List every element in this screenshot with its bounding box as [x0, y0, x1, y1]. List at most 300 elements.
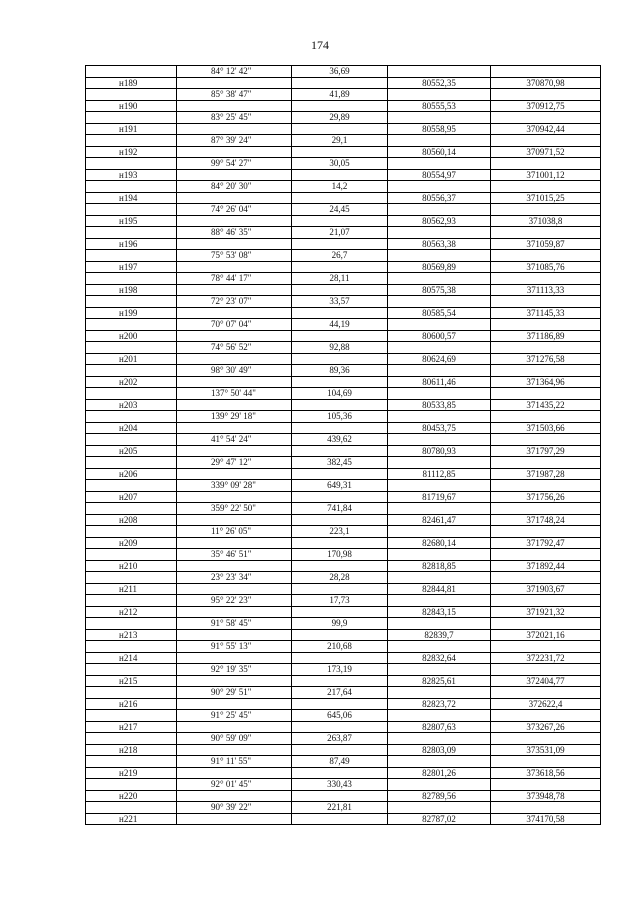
- empty-cell: [491, 434, 601, 446]
- point-row: [86, 767, 601, 779]
- y-coordinate-cell: 370971,52: [491, 146, 601, 158]
- point-id-cell: н213: [86, 629, 177, 641]
- empty-cell: [177, 606, 292, 618]
- segment-row: [86, 480, 601, 492]
- point-id-cell: н217: [86, 721, 177, 733]
- distance-cell: 382,45: [292, 457, 388, 469]
- segment-row: [86, 66, 601, 78]
- point-row: [86, 491, 601, 503]
- empty-cell: [491, 250, 601, 262]
- empty-cell: [86, 480, 177, 492]
- y-coordinate-cell: 371756,26: [491, 491, 601, 503]
- direction-angle-cell: 84° 12' 42": [177, 66, 292, 78]
- empty-cell: [86, 434, 177, 446]
- direction-angle-cell: 41° 54' 24": [177, 434, 292, 446]
- empty-cell: [177, 284, 292, 296]
- segment-row: [86, 457, 601, 469]
- empty-cell: [177, 583, 292, 595]
- segment-row: [86, 388, 601, 400]
- direction-angle-cell: 90° 39' 22": [177, 802, 292, 814]
- empty-cell: [177, 629, 292, 641]
- x-coordinate-cell: 82680,14: [388, 537, 491, 549]
- segment-row: [86, 365, 601, 377]
- point-row: [86, 606, 601, 618]
- distance-cell: 21,07: [292, 227, 388, 239]
- point-row: [86, 146, 601, 158]
- empty-cell: [491, 756, 601, 768]
- empty-cell: [388, 779, 491, 791]
- y-coordinate-cell: 372622,4: [491, 698, 601, 710]
- distance-cell: 99,9: [292, 618, 388, 630]
- direction-angle-cell: 139° 29' 18": [177, 411, 292, 423]
- empty-cell: [388, 158, 491, 170]
- empty-cell: [86, 273, 177, 285]
- empty-cell: [177, 353, 292, 365]
- empty-cell: [177, 399, 292, 411]
- direction-angle-cell: 29° 47' 12": [177, 457, 292, 469]
- empty-cell: [177, 560, 292, 572]
- empty-cell: [292, 261, 388, 273]
- x-coordinate-cell: 82461,47: [388, 514, 491, 526]
- empty-cell: [177, 192, 292, 204]
- point-row: [86, 399, 601, 411]
- empty-cell: [86, 342, 177, 354]
- distance-cell: 17,73: [292, 595, 388, 607]
- point-row: [86, 238, 601, 250]
- direction-angle-cell: 98° 30' 49": [177, 365, 292, 377]
- point-row: [86, 675, 601, 687]
- point-row: [86, 813, 601, 825]
- x-coordinate-cell: 82807,63: [388, 721, 491, 733]
- x-coordinate-cell: 82844,81: [388, 583, 491, 595]
- point-row: [86, 376, 601, 388]
- direction-angle-cell: 137° 50' 44": [177, 388, 292, 400]
- x-coordinate-cell: 80569,89: [388, 261, 491, 273]
- x-coordinate-cell: 80780,93: [388, 445, 491, 457]
- empty-cell: [388, 204, 491, 216]
- empty-cell: [292, 192, 388, 204]
- direction-angle-cell: 70° 07' 04": [177, 319, 292, 331]
- distance-cell: 33,57: [292, 296, 388, 308]
- segment-row: [86, 756, 601, 768]
- empty-cell: [292, 238, 388, 250]
- x-coordinate-cell: 80560,14: [388, 146, 491, 158]
- direction-angle-cell: 78° 44' 17": [177, 273, 292, 285]
- empty-cell: [388, 595, 491, 607]
- y-coordinate-cell: 371921,32: [491, 606, 601, 618]
- empty-cell: [292, 376, 388, 388]
- empty-cell: [388, 135, 491, 147]
- distance-cell: 26,7: [292, 250, 388, 262]
- x-coordinate-cell: 80554,97: [388, 169, 491, 181]
- empty-cell: [177, 77, 292, 89]
- x-coordinate-cell: 82803,09: [388, 744, 491, 756]
- empty-cell: [388, 526, 491, 538]
- distance-cell: 89,36: [292, 365, 388, 377]
- empty-cell: [177, 652, 292, 664]
- y-coordinate-cell: 371001,12: [491, 169, 601, 181]
- empty-cell: [292, 606, 388, 618]
- direction-angle-cell: 90° 29' 51": [177, 687, 292, 699]
- y-coordinate-cell: 371113,33: [491, 284, 601, 296]
- segment-row: [86, 664, 601, 676]
- empty-cell: [86, 733, 177, 745]
- y-coordinate-cell: 373948,78: [491, 790, 601, 802]
- x-coordinate-cell: 82818,85: [388, 560, 491, 572]
- empty-cell: [388, 181, 491, 193]
- empty-cell: [292, 353, 388, 365]
- direction-angle-cell: 92° 01' 45": [177, 779, 292, 791]
- empty-cell: [86, 135, 177, 147]
- empty-cell: [177, 675, 292, 687]
- point-row: [86, 307, 601, 319]
- empty-cell: [292, 445, 388, 457]
- empty-cell: [491, 388, 601, 400]
- y-coordinate-cell: 371503,66: [491, 422, 601, 434]
- point-row: [86, 330, 601, 342]
- point-row: [86, 629, 601, 641]
- empty-cell: [491, 687, 601, 699]
- point-id-cell: н194: [86, 192, 177, 204]
- distance-cell: 104,69: [292, 388, 388, 400]
- point-id-cell: н196: [86, 238, 177, 250]
- empty-cell: [491, 503, 601, 515]
- point-id-cell: н189: [86, 77, 177, 89]
- empty-cell: [86, 158, 177, 170]
- direction-angle-cell: 91° 55' 13": [177, 641, 292, 653]
- empty-cell: [491, 227, 601, 239]
- point-id-cell: н208: [86, 514, 177, 526]
- segment-row: [86, 342, 601, 354]
- empty-cell: [86, 227, 177, 239]
- empty-cell: [177, 123, 292, 135]
- y-coordinate-cell: 371186,89: [491, 330, 601, 342]
- direction-angle-cell: 72° 23' 07": [177, 296, 292, 308]
- segment-row: [86, 250, 601, 262]
- x-coordinate-cell: 80562,93: [388, 215, 491, 227]
- empty-cell: [177, 790, 292, 802]
- empty-cell: [388, 112, 491, 124]
- empty-cell: [292, 767, 388, 779]
- empty-cell: [292, 790, 388, 802]
- point-id-cell: н195: [86, 215, 177, 227]
- empty-cell: [86, 319, 177, 331]
- empty-cell: [491, 365, 601, 377]
- empty-cell: [177, 215, 292, 227]
- distance-cell: 173,19: [292, 664, 388, 676]
- point-id-cell: н193: [86, 169, 177, 181]
- empty-cell: [491, 296, 601, 308]
- empty-cell: [491, 135, 601, 147]
- empty-cell: [292, 583, 388, 595]
- point-id-cell: н221: [86, 813, 177, 825]
- segment-row: [86, 687, 601, 699]
- empty-cell: [86, 572, 177, 584]
- point-id-cell: н215: [86, 675, 177, 687]
- direction-angle-cell: 90° 59' 09": [177, 733, 292, 745]
- y-coordinate-cell: 373531,09: [491, 744, 601, 756]
- empty-cell: [491, 319, 601, 331]
- point-id-cell: н219: [86, 767, 177, 779]
- point-row: [86, 583, 601, 595]
- distance-cell: 29,89: [292, 112, 388, 124]
- y-coordinate-cell: 371364,96: [491, 376, 601, 388]
- empty-cell: [177, 422, 292, 434]
- point-id-cell: н212: [86, 606, 177, 618]
- segment-row: [86, 434, 601, 446]
- point-id-cell: н209: [86, 537, 177, 549]
- distance-cell: 330,43: [292, 779, 388, 791]
- empty-cell: [86, 526, 177, 538]
- empty-cell: [388, 641, 491, 653]
- empty-cell: [388, 365, 491, 377]
- point-row: [86, 353, 601, 365]
- empty-cell: [86, 112, 177, 124]
- empty-cell: [86, 710, 177, 722]
- segment-row: [86, 618, 601, 630]
- empty-cell: [388, 66, 491, 78]
- empty-cell: [491, 457, 601, 469]
- empty-cell: [86, 595, 177, 607]
- empty-cell: [292, 215, 388, 227]
- point-id-cell: н190: [86, 100, 177, 112]
- y-coordinate-cell: 370912,75: [491, 100, 601, 112]
- empty-cell: [177, 744, 292, 756]
- y-coordinate-cell: 371038,8: [491, 215, 601, 227]
- segment-row: [86, 641, 601, 653]
- empty-cell: [292, 813, 388, 825]
- direction-angle-cell: 87° 39' 24": [177, 135, 292, 147]
- empty-cell: [86, 618, 177, 630]
- empty-cell: [491, 480, 601, 492]
- direction-angle-cell: 35° 46' 51": [177, 549, 292, 561]
- point-id-cell: н191: [86, 123, 177, 135]
- empty-cell: [388, 480, 491, 492]
- x-coordinate-cell: 80556,37: [388, 192, 491, 204]
- y-coordinate-cell: 371892,44: [491, 560, 601, 572]
- empty-cell: [86, 89, 177, 101]
- point-row: [86, 100, 601, 112]
- x-coordinate-cell: 80575,38: [388, 284, 491, 296]
- segment-row: [86, 319, 601, 331]
- segment-row: [86, 89, 601, 101]
- point-id-cell: н214: [86, 652, 177, 664]
- distance-cell: 170,98: [292, 549, 388, 561]
- page-number: 174: [311, 38, 329, 52]
- empty-cell: [177, 376, 292, 388]
- empty-cell: [388, 89, 491, 101]
- point-row: [86, 514, 601, 526]
- empty-cell: [388, 618, 491, 630]
- point-id-cell: н199: [86, 307, 177, 319]
- empty-cell: [86, 66, 177, 78]
- direction-angle-cell: 74° 56' 52": [177, 342, 292, 354]
- segment-row: [86, 733, 601, 745]
- distance-cell: 29,1: [292, 135, 388, 147]
- point-row: [86, 652, 601, 664]
- point-id-cell: н210: [86, 560, 177, 572]
- empty-cell: [491, 204, 601, 216]
- point-id-cell: н216: [86, 698, 177, 710]
- y-coordinate-cell: 371748,24: [491, 514, 601, 526]
- segment-row: [86, 227, 601, 239]
- empty-cell: [86, 181, 177, 193]
- y-coordinate-cell: 374170,58: [491, 813, 601, 825]
- direction-angle-cell: 84° 20' 30": [177, 181, 292, 193]
- empty-cell: [292, 77, 388, 89]
- y-coordinate-cell: 373267,26: [491, 721, 601, 733]
- direction-angle-cell: 91° 58' 45": [177, 618, 292, 630]
- segment-row: [86, 204, 601, 216]
- x-coordinate-cell: 80555,53: [388, 100, 491, 112]
- empty-cell: [177, 698, 292, 710]
- empty-cell: [86, 365, 177, 377]
- point-row: [86, 261, 601, 273]
- empty-cell: [388, 664, 491, 676]
- empty-cell: [86, 204, 177, 216]
- empty-cell: [292, 744, 388, 756]
- y-coordinate-cell: 372404,77: [491, 675, 601, 687]
- y-coordinate-cell: 371903,67: [491, 583, 601, 595]
- empty-cell: [292, 514, 388, 526]
- distance-cell: 24,45: [292, 204, 388, 216]
- distance-cell: 30,05: [292, 158, 388, 170]
- point-row: [86, 77, 601, 89]
- empty-cell: [86, 802, 177, 814]
- empty-cell: [491, 411, 601, 423]
- direction-angle-cell: 92° 19' 35": [177, 664, 292, 676]
- empty-cell: [177, 238, 292, 250]
- distance-cell: 41,89: [292, 89, 388, 101]
- segment-row: [86, 526, 601, 538]
- empty-cell: [292, 123, 388, 135]
- x-coordinate-cell: 82832,64: [388, 652, 491, 664]
- empty-cell: [491, 66, 601, 78]
- empty-cell: [177, 307, 292, 319]
- direction-angle-cell: 339° 09' 28": [177, 480, 292, 492]
- empty-cell: [292, 629, 388, 641]
- segment-row: [86, 411, 601, 423]
- segment-row: [86, 296, 601, 308]
- distance-cell: 87,49: [292, 756, 388, 768]
- empty-cell: [292, 537, 388, 549]
- x-coordinate-cell: 81719,67: [388, 491, 491, 503]
- segment-row: [86, 135, 601, 147]
- y-coordinate-cell: 371987,28: [491, 468, 601, 480]
- empty-cell: [86, 641, 177, 653]
- distance-cell: 217,64: [292, 687, 388, 699]
- distance-cell: 105,36: [292, 411, 388, 423]
- distance-cell: 649,31: [292, 480, 388, 492]
- y-coordinate-cell: 373618,56: [491, 767, 601, 779]
- empty-cell: [388, 411, 491, 423]
- distance-cell: 645,06: [292, 710, 388, 722]
- empty-cell: [292, 468, 388, 480]
- empty-cell: [491, 779, 601, 791]
- empty-cell: [292, 560, 388, 572]
- empty-cell: [491, 89, 601, 101]
- empty-cell: [177, 491, 292, 503]
- y-coordinate-cell: 371435,22: [491, 399, 601, 411]
- x-coordinate-cell: 80552,35: [388, 77, 491, 89]
- y-coordinate-cell: 371797,29: [491, 445, 601, 457]
- coordinates-table: [85, 65, 601, 825]
- direction-angle-cell: 91° 25' 45": [177, 710, 292, 722]
- empty-cell: [491, 572, 601, 584]
- empty-cell: [388, 273, 491, 285]
- empty-cell: [292, 307, 388, 319]
- coordinates-table-body: [86, 66, 601, 825]
- direction-angle-cell: 74° 26' 04": [177, 204, 292, 216]
- empty-cell: [491, 158, 601, 170]
- empty-cell: [491, 595, 601, 607]
- empty-cell: [177, 468, 292, 480]
- point-id-cell: н200: [86, 330, 177, 342]
- empty-cell: [86, 296, 177, 308]
- point-id-cell: н220: [86, 790, 177, 802]
- point-row: [86, 422, 601, 434]
- empty-cell: [491, 664, 601, 676]
- empty-cell: [388, 687, 491, 699]
- x-coordinate-cell: 80600,57: [388, 330, 491, 342]
- empty-cell: [388, 296, 491, 308]
- distance-cell: 221,81: [292, 802, 388, 814]
- point-row: [86, 445, 601, 457]
- point-row: [86, 284, 601, 296]
- empty-cell: [86, 687, 177, 699]
- empty-cell: [388, 319, 491, 331]
- point-id-cell: н197: [86, 261, 177, 273]
- y-coordinate-cell: 371145,33: [491, 307, 601, 319]
- empty-cell: [86, 549, 177, 561]
- direction-angle-cell: 91° 11' 55": [177, 756, 292, 768]
- empty-cell: [86, 250, 177, 262]
- y-coordinate-cell: 371015,25: [491, 192, 601, 204]
- empty-cell: [388, 549, 491, 561]
- empty-cell: [177, 537, 292, 549]
- empty-cell: [491, 618, 601, 630]
- empty-cell: [177, 767, 292, 779]
- empty-cell: [388, 227, 491, 239]
- empty-cell: [86, 457, 177, 469]
- point-row: [86, 698, 601, 710]
- segment-row: [86, 802, 601, 814]
- segment-row: [86, 779, 601, 791]
- x-coordinate-cell: 82843,15: [388, 606, 491, 618]
- empty-cell: [86, 388, 177, 400]
- empty-cell: [177, 146, 292, 158]
- y-coordinate-cell: 371276,58: [491, 353, 601, 365]
- point-id-cell: н192: [86, 146, 177, 158]
- empty-cell: [388, 388, 491, 400]
- empty-cell: [292, 146, 388, 158]
- distance-cell: 210,68: [292, 641, 388, 653]
- segment-row: [86, 181, 601, 193]
- empty-cell: [491, 112, 601, 124]
- y-coordinate-cell: 370942,44: [491, 123, 601, 135]
- x-coordinate-cell: 82787,02: [388, 813, 491, 825]
- distance-cell: 741,84: [292, 503, 388, 515]
- empty-cell: [86, 756, 177, 768]
- x-coordinate-cell: 80611,46: [388, 376, 491, 388]
- x-coordinate-cell: 82839,7: [388, 629, 491, 641]
- empty-cell: [491, 641, 601, 653]
- segment-row: [86, 710, 601, 722]
- x-coordinate-cell: 80533,85: [388, 399, 491, 411]
- empty-cell: [388, 342, 491, 354]
- x-coordinate-cell: 82789,56: [388, 790, 491, 802]
- empty-cell: [86, 779, 177, 791]
